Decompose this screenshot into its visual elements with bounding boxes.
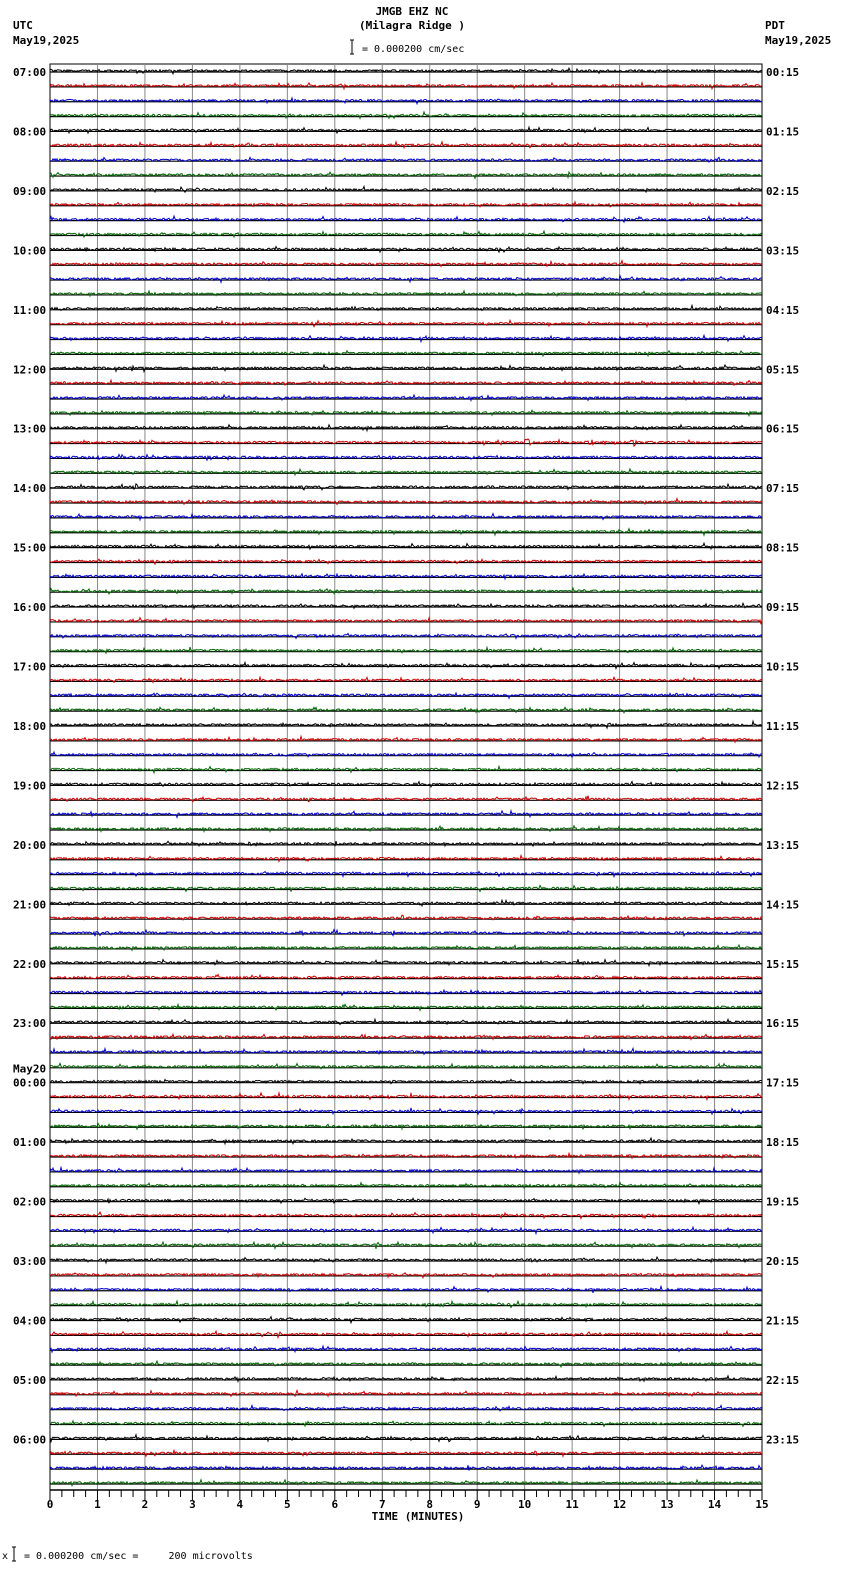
seismic-trace [50,633,762,638]
seismic-trace [50,990,762,995]
footer-scale-bar-icon [12,1547,16,1561]
seismic-trace [50,574,762,579]
seismic-trace [50,1331,762,1337]
utc-hour-label: 20:00 [13,838,47,852]
pdt-hour-label: 08:15 [766,541,800,555]
footer-scale-label: = 0.000200 cm/sec = 200 microvolts [24,1551,253,1562]
seismic-trace [50,335,762,341]
utc-hour-label: 19:00 [13,779,47,793]
x-tick-label: 15 [755,1498,769,1511]
pdt-labels [766,66,799,1446]
x-tick-label: 5 [284,1498,291,1511]
seismic-trace [50,1227,762,1233]
right-timezone: PDT [765,19,785,32]
pdt-hour-label: 01:15 [766,125,800,139]
seismic-trace [50,276,762,283]
utc-hour-label: 17:00 [13,660,47,674]
seismic-trace [50,752,762,757]
utc-hour-label: 06:00 [13,1433,47,1447]
footer-mark: x [2,1551,9,1562]
seismic-trace [50,469,762,475]
seismic-trace [50,663,762,669]
utc-hour-label: 18:00 [13,719,47,733]
pdt-hour-label: 13:15 [766,838,800,852]
pdt-hour-label: 16:15 [766,1017,800,1031]
seismic-trace [50,365,762,372]
seismic-trace [50,1435,762,1442]
seismic-trace [50,1108,762,1114]
pdt-hour-label: 11:15 [766,719,800,733]
x-tick-label: 8 [426,1498,434,1511]
utc-hour-label: 05:00 [13,1373,47,1387]
seismic-trace [50,721,762,728]
utc-hour-label: 10:00 [13,244,47,258]
utc-hour-label: 01:00 [13,1136,47,1150]
seismic-trace [50,1301,762,1307]
pdt-hour-label: 10:15 [766,660,800,674]
pdt-hour-label: 02:15 [766,184,800,198]
seismic-trace [50,1257,762,1263]
pdt-hour-label: 21:15 [766,1314,800,1328]
seismic-trace [50,112,762,118]
right-date: May19,2025 [765,34,832,47]
x-tick-label: 12 [612,1498,627,1511]
seismic-trace [50,1361,762,1367]
scale-bar-icon [350,40,354,54]
seismic-trace [50,559,762,564]
pdt-hour-label: 04:15 [766,303,800,317]
seismic-trace [50,1480,762,1486]
seismic-trace [50,484,762,490]
x-tick-label: 13 [660,1498,674,1511]
seismic-trace [50,395,762,400]
seismic-trace [50,1212,762,1218]
seismic-trace [50,900,762,906]
seismic-trace [50,425,762,431]
traces [50,68,762,1485]
seismic-trace [50,1421,762,1426]
seismic-trace [50,1376,762,1382]
seismic-trace [50,1317,762,1323]
seismic-trace [50,1242,762,1249]
pdt-hour-label: 14:15 [766,898,800,912]
pdt-hour-label: 06:15 [766,422,800,436]
pdt-hour-label: 03:15 [766,244,800,258]
seismic-trace [50,1005,762,1011]
seismic-trace [50,871,762,876]
seismic-trace [50,1138,762,1144]
x-axis [47,1490,769,1511]
seismic-trace [50,693,762,698]
utc-hour-label: 15:00 [13,541,47,555]
seismic-trace [50,514,762,520]
utc-hour-label: 13:00 [13,422,47,436]
left-date: May19,2025 [13,34,80,47]
seismic-trace [50,1093,762,1100]
seismic-trace [50,320,762,326]
utc-labels [13,66,46,1446]
seismic-trace [50,83,762,89]
pdt-hour-label: 17:15 [766,1076,800,1090]
seismic-trace [50,930,762,937]
utc-hour-label: 16:00 [13,601,47,615]
seismic-trace [50,886,762,892]
x-tick-label: 10 [518,1498,532,1511]
utc-hour-label: 02:00 [13,1195,47,1209]
seismic-trace [50,127,762,133]
chart-subtitle: (Milagra Ridge ) [359,19,465,32]
x-tick-label: 4 [236,1498,244,1511]
pdt-hour-label: 09:15 [766,601,800,615]
utc-hour-label: 14:00 [13,482,47,496]
seismic-trace [50,766,762,772]
seismic-trace [50,98,762,104]
utc-hour-label: 00:00 [13,1076,47,1090]
pdt-hour-label: 22:15 [766,1373,800,1387]
x-tick-label: 1 [94,1498,101,1511]
utc-hour-label: 21:00 [13,898,47,912]
seismic-trace [50,588,762,594]
x-axis-label: TIME (MINUTES) [371,1510,465,1523]
seismic-trace [50,1287,762,1293]
pdt-hour-label: 18:15 [766,1136,800,1150]
seismic-trace [50,529,762,535]
seismic-trace [50,959,762,965]
seismic-trace [50,618,762,625]
seismic-trace [50,231,762,237]
x-tick-label: 11 [565,1498,579,1511]
seismic-trace [50,455,762,461]
utc-hour-label: 07:00 [13,66,47,79]
x-tick-label: 9 [473,1498,481,1511]
pdt-hour-label: 23:15 [766,1433,800,1447]
pdt-hour-label: 12:15 [766,779,800,793]
date-change-label: May20 [13,1062,47,1076]
seismic-trace [50,351,762,356]
x-tick-label: 3 [189,1498,196,1511]
seismic-trace [50,707,762,712]
pdt-hour-label: 07:15 [766,482,800,496]
left-timezone: UTC [13,19,33,32]
utc-hour-label: 03:00 [13,1255,47,1269]
utc-hour-label: 12:00 [13,363,47,377]
pdt-hour-label: 05:15 [766,363,800,377]
chart-title: JMGB EHZ NC [375,5,449,18]
pdt-hour-label: 15:15 [766,957,800,971]
seismic-trace [50,1198,762,1203]
x-tick-label: 6 [331,1498,339,1511]
x-tick-label: 0 [46,1498,54,1511]
seismic-trace [50,603,762,608]
utc-hour-label: 23:00 [13,1017,47,1031]
seismic-trace [50,1123,762,1129]
seismic-trace [50,1346,762,1352]
pdt-hour-label: 00:15 [766,66,800,79]
seismic-trace [50,1450,762,1456]
utc-hour-label: 08:00 [13,125,47,139]
pdt-hour-label: 19:15 [766,1195,800,1209]
seismic-trace [50,1273,762,1278]
seismic-trace [50,856,762,862]
seismic-trace [50,68,762,74]
x-tick-label: 2 [141,1498,149,1511]
seismic-trace [50,247,762,253]
utc-hour-label: 09:00 [13,184,47,198]
utc-hour-label: 22:00 [13,957,47,971]
x-tick-label: 14 [707,1498,722,1511]
seismic-trace [50,172,762,178]
scale-label: = 0.000200 cm/sec [362,44,465,55]
seismic-trace [50,439,762,446]
seismic-trace [50,811,762,818]
seismic-trace [50,410,762,415]
utc-hour-label: 04:00 [13,1314,47,1328]
utc-hour-label: 11:00 [13,303,47,317]
pdt-hour-label: 20:15 [766,1255,800,1269]
x-tick-label: 7 [378,1498,386,1511]
